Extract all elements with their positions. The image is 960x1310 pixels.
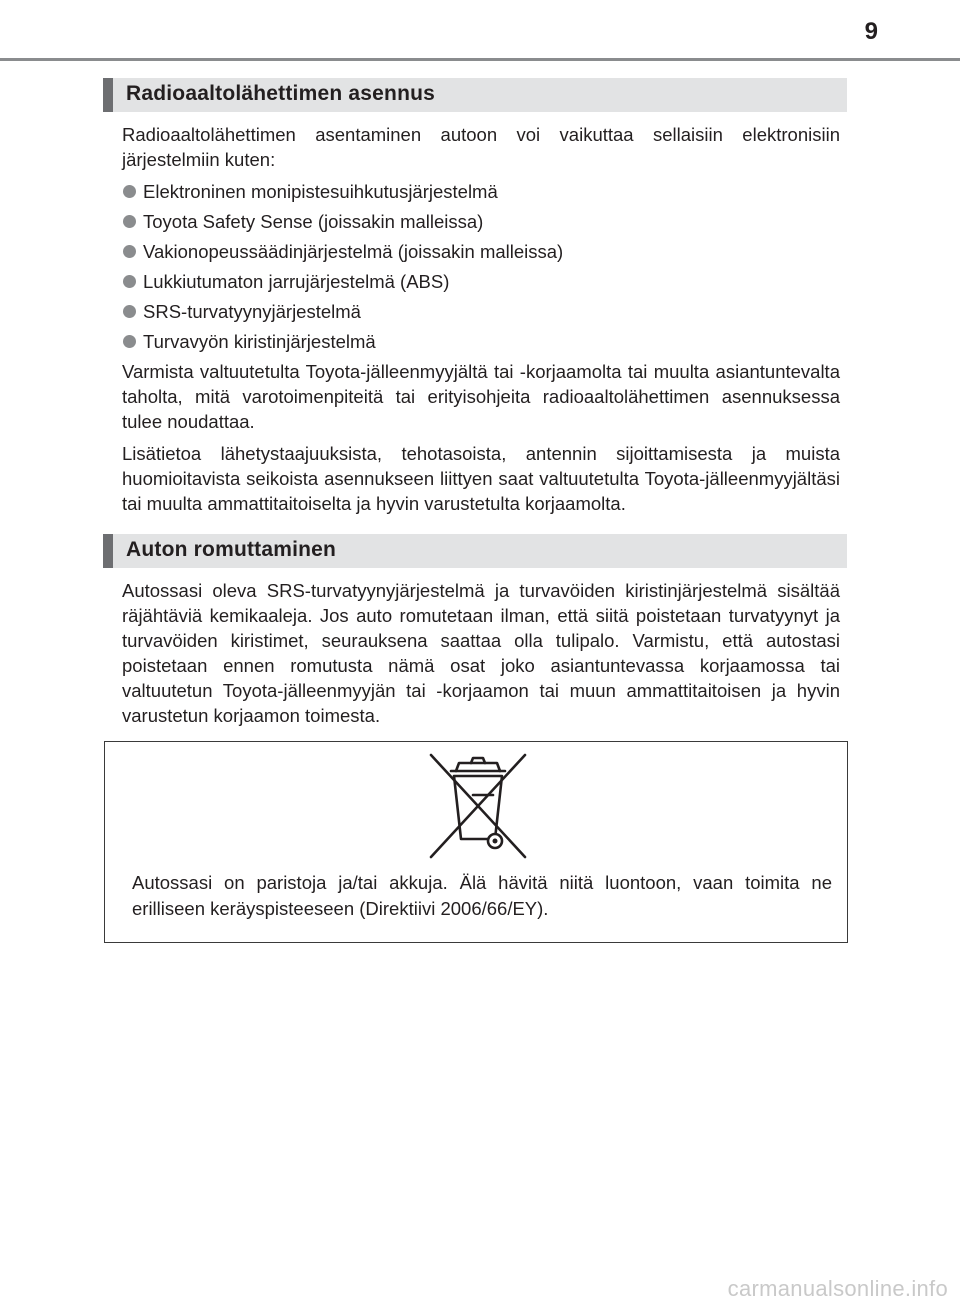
- section-header-scrapping: [103, 534, 847, 568]
- crossed-out-wheelie-bin-icon: [423, 749, 533, 861]
- battery-disposal-notice: [104, 741, 848, 943]
- list-item-text: Elektroninen monipistesuihkutusjärjestelmä: [143, 181, 498, 202]
- bullet-dot-icon: [123, 185, 136, 198]
- bullet-dot-icon: [123, 215, 136, 228]
- list-item-text: Turvavyön kiristinjärjestelmä: [143, 331, 376, 352]
- section-body-radio-transmitter: [122, 122, 840, 523]
- list-item: [122, 329, 840, 354]
- bullet-dot-icon: [123, 335, 136, 348]
- intro-paragraph: Radioaaltolähettimen asentaminen autoon voi vaikuttaa sellaisiin elektronisiin järjestelmiin kuten:: [122, 124, 840, 170]
- more-info-paragraph: Lisätietoa lähetystaajuuksista, tehotasoista, antennin sijoittamisesta ja muista huomioitavista seikoista asennukseen liittyen saat valtuutetulta Toyota-jälleenmyyjältäsi tai muulta ammattitaitoiselta ja hyvin varustetulta korjaamolta.: [122, 443, 840, 514]
- bullet-dot-icon: [123, 305, 136, 318]
- installation-advice-paragraph: Varmista valtuutetulta Toyota-jälleenmyyjältä tai -korjaamolta tai muulta asiantuntevalta taholta, mitä varotoimenpiteitä tai erityisohjeita radioaaltolähettimen asennuksessa tulee noudattaa.: [122, 361, 840, 432]
- list-item: [122, 179, 840, 204]
- watermark: carmanualsonline.info: [727, 1276, 948, 1301]
- section-body-scrapping: [122, 578, 840, 735]
- bullet-dot-icon: [123, 275, 136, 288]
- scrapping-paragraph: Autossasi oleva SRS-turvatyynyjärjestelmä ja turvavöiden kiristinjärjestelmä sisältää räjähtäviä kemikaaleja. Jos auto romutetaan ilman, että siitä poistetaan turvatyynyt ja turvavöiden kiristimet, seurauksena saattaa olla tulipalo. Varmistu, että autostasi poistetaan ennen romutusta nämä osat joko asiantuntevassa korjaamossa tai valtuutetun Toyota-jälleenmyyjän tai -korjaamon tai muun ammattitaitoisen ja hyvin varustetun korjaamon toimesta.: [122, 580, 840, 726]
- list-item: [122, 299, 840, 324]
- list-item-text: SRS-turvatyynyjärjestelmä: [143, 301, 361, 322]
- header-rule: [0, 58, 960, 61]
- list-item-text: Toyota Safety Sense (joissakin malleissa): [143, 211, 484, 232]
- section-title: Auton romuttaminen: [126, 538, 337, 561]
- list-item: [122, 209, 840, 234]
- list-item-text: Vakionopeussäädinjärjestelmä (joissakin malleissa): [143, 241, 564, 262]
- notice-text: Autossasi on paristoja ja/tai akkuja. Älä hävitä niitä luontoon, vaan toimita ne erilliseen keräyspisteeseen (Direktiivi 2006/66/EY).: [132, 872, 832, 919]
- section-header-radio-transmitter: [103, 78, 847, 112]
- list-item: [122, 239, 840, 264]
- list-item-text: Lukkiutumaton jarrujärjestelmä (ABS): [143, 271, 450, 292]
- section-title: Radioaaltolähettimen asennus: [126, 82, 436, 105]
- list-item: [122, 269, 840, 294]
- page-number: 9: [864, 18, 878, 45]
- bullet-dot-icon: [123, 245, 136, 258]
